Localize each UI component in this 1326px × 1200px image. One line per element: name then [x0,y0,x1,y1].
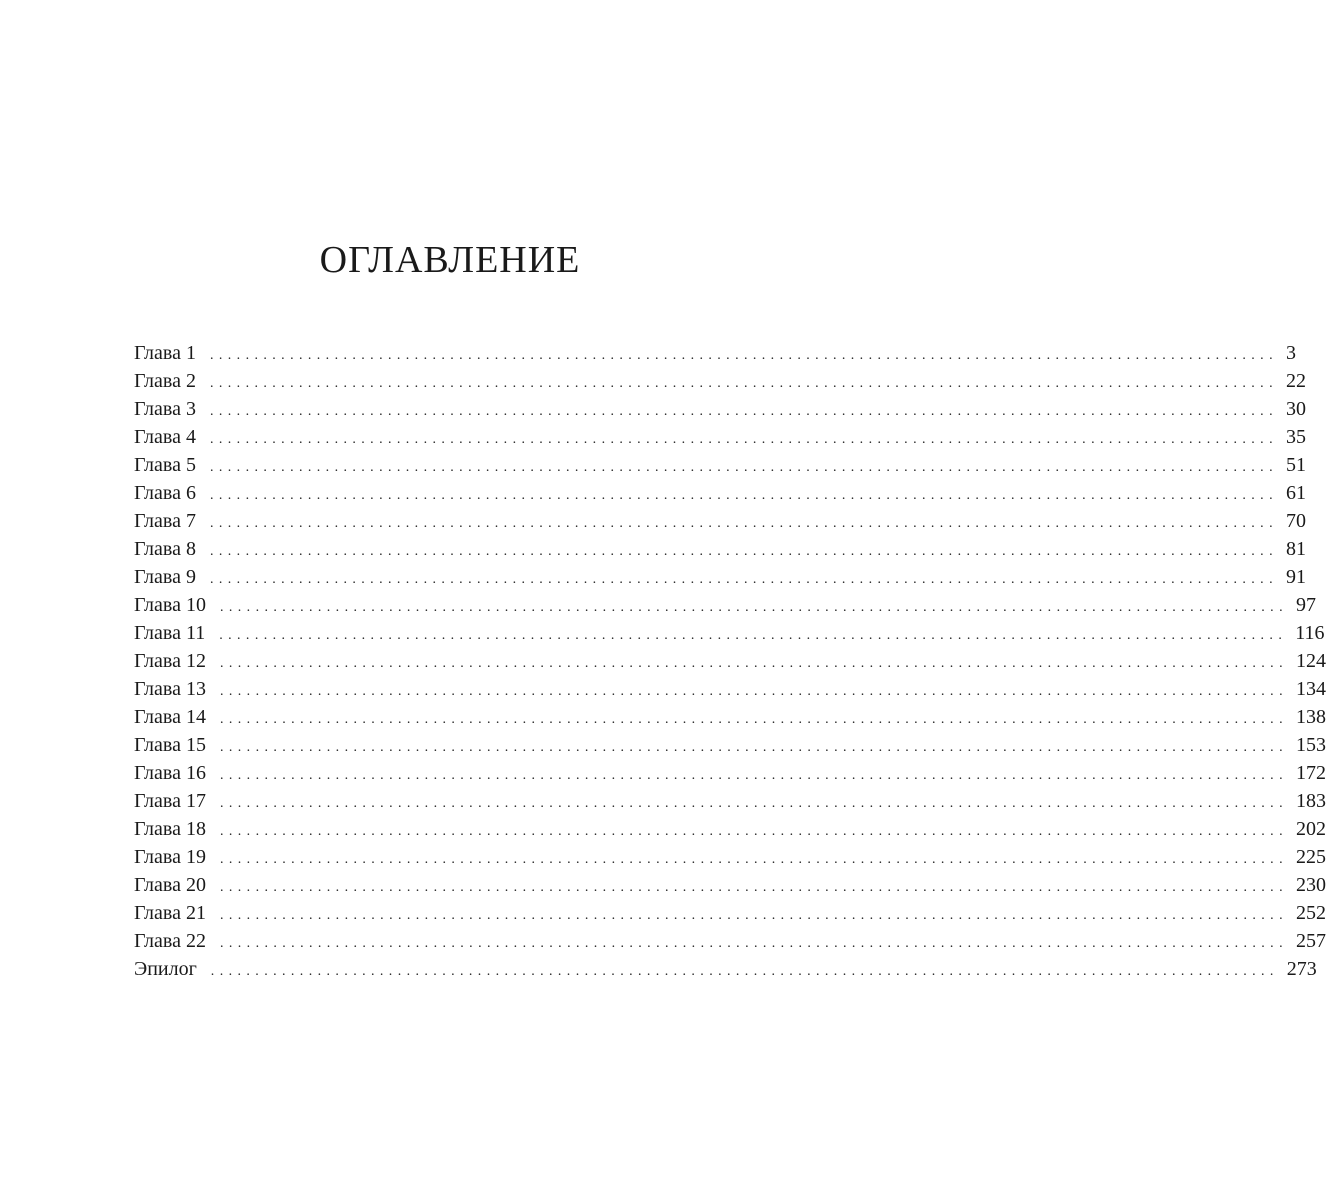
toc-leader-dots: ........................................................................................................................ [219,628,1288,643]
toc-entry[interactable] [134,675,1326,703]
toc-entry-page: 172 [1295,762,1326,784]
toc-entry[interactable] [134,395,1306,423]
toc-entry-epilogue[interactable] [134,955,1317,983]
toc-entry-page: 252 [1295,902,1326,924]
toc-entry-label: Глава 7 [134,510,196,532]
toc-leader-dots: ........................................................................................................................ [209,432,1278,447]
toc-entry[interactable] [134,787,1326,815]
toc-leader-dots: ........................................................................................................................ [210,964,1279,979]
toc-entry-label: Глава 6 [134,482,196,504]
toc-leader-dots: ........................................................................................................................ [219,908,1288,923]
toc-entry-page: 183 [1295,790,1326,812]
toc-entry-label: Глава 8 [134,538,196,560]
toc-entry-label: Глава 1 [134,342,196,364]
toc-entry[interactable] [134,451,1306,479]
toc-leader-dots: ........................................................................................................................ [219,880,1288,895]
toc-entry[interactable] [134,367,1306,395]
toc-entry-label: Глава 3 [134,398,196,420]
toc-entry[interactable] [134,899,1326,927]
toc-entry-page: 153 [1295,734,1326,756]
toc-entry-page: 97 [1295,594,1316,616]
toc-entry[interactable] [134,815,1326,843]
toc-entry[interactable] [134,759,1326,787]
toc-entry-label: Глава 10 [134,594,206,616]
toc-entry[interactable] [134,927,1326,955]
toc-leader-dots: ........................................................................................................................ [209,516,1278,531]
toc-entry[interactable] [134,479,1306,507]
toc-entry-label: Глава 14 [134,706,206,728]
toc-entry[interactable] [134,507,1306,535]
toc-leader-dots: ........................................................................................................................ [209,376,1278,391]
toc-entry[interactable] [134,731,1326,759]
toc-leader-dots: ........................................................................................................................ [209,544,1278,559]
toc-entry-label: Глава 16 [134,762,206,784]
toc-entry-page: 134 [1295,678,1326,700]
toc-entry-page: 22 [1285,370,1306,392]
toc-entry-page: 70 [1285,510,1306,532]
toc-leader-dots: ........................................................................................................................ [209,348,1278,363]
toc-entry-label: Глава 13 [134,678,206,700]
toc-entry-page: 225 [1295,846,1326,868]
toc-entry-label: Глава 9 [134,566,196,588]
toc-entry-page: 116 [1295,622,1325,644]
toc-leader-dots: ........................................................................................................................ [219,656,1288,671]
toc-entry-label: Глава 4 [134,426,196,448]
toc-entry[interactable] [134,563,1306,591]
toc-entry-page: 91 [1285,566,1306,588]
toc-entry-page: 81 [1285,538,1306,560]
toc-leader-dots: ........................................................................................................................ [219,684,1288,699]
toc-entry-label: Глава 11 [134,622,206,644]
toc-leader-dots: ........................................................................................................................ [219,936,1288,951]
toc-entry-label: Эпилог [134,958,197,980]
toc-entry-page: 51 [1285,454,1306,476]
toc-entry[interactable] [134,423,1306,451]
toc-entry-label: Глава 2 [134,370,196,392]
toc-leader-dots: ........................................................................................................................ [209,572,1278,587]
toc-entry-page: 257 [1295,930,1326,952]
toc-leader-dots: ........................................................................................................................ [219,852,1288,867]
toc-entry-label: Глава 17 [134,790,206,812]
toc-entry-label: Глава 21 [134,902,206,924]
toc-leader-dots: ........................................................................................................................ [209,404,1278,419]
toc-entry-label: Глава 19 [134,846,206,868]
toc-entry-page: 35 [1285,426,1306,448]
toc-entry[interactable] [134,843,1326,871]
toc-entry-page: 124 [1295,650,1326,672]
toc-entry[interactable] [134,871,1326,899]
toc-entry-page: 202 [1295,818,1326,840]
toc-entry[interactable] [134,703,1326,731]
toc-entry-label: Глава 18 [134,818,206,840]
toc-entry-label: Глава 15 [134,734,206,756]
toc-entry[interactable] [134,591,1316,619]
toc-leader-dots: ........................................................................................................................ [219,796,1288,811]
toc-entry-label: Глава 20 [134,874,206,896]
toc-entry-label: Глава 12 [134,650,206,672]
toc-entry[interactable] [134,647,1326,675]
toc-entry-page: 61 [1285,482,1306,504]
toc-entry[interactable] [134,339,1296,367]
toc-entry[interactable] [134,619,1325,647]
toc-entry-page: 273 [1286,958,1317,980]
toc-leader-dots: ........................................................................................................................ [219,740,1288,755]
page-title: ОГЛАВЛЕНИЕ [319,239,581,281]
toc-entry-page: 230 [1295,874,1326,896]
toc-entry[interactable] [134,535,1306,563]
table-of-contents [134,339,1326,983]
toc-entry-page: 3 [1285,342,1296,364]
toc-leader-dots: ........................................................................................................................ [209,460,1278,475]
toc-leader-dots: ........................................................................................................................ [219,600,1288,615]
toc-leader-dots: ........................................................................................................................ [209,488,1278,503]
toc-entry-page: 30 [1285,398,1306,420]
toc-leader-dots: ........................................................................................................................ [219,824,1288,839]
toc-entry-page: 138 [1295,706,1326,728]
toc-entry-label: Глава 22 [134,930,206,952]
toc-entry-label: Глава 5 [134,454,196,476]
toc-leader-dots: ........................................................................................................................ [219,712,1288,727]
toc-leader-dots: ........................................................................................................................ [219,768,1288,783]
